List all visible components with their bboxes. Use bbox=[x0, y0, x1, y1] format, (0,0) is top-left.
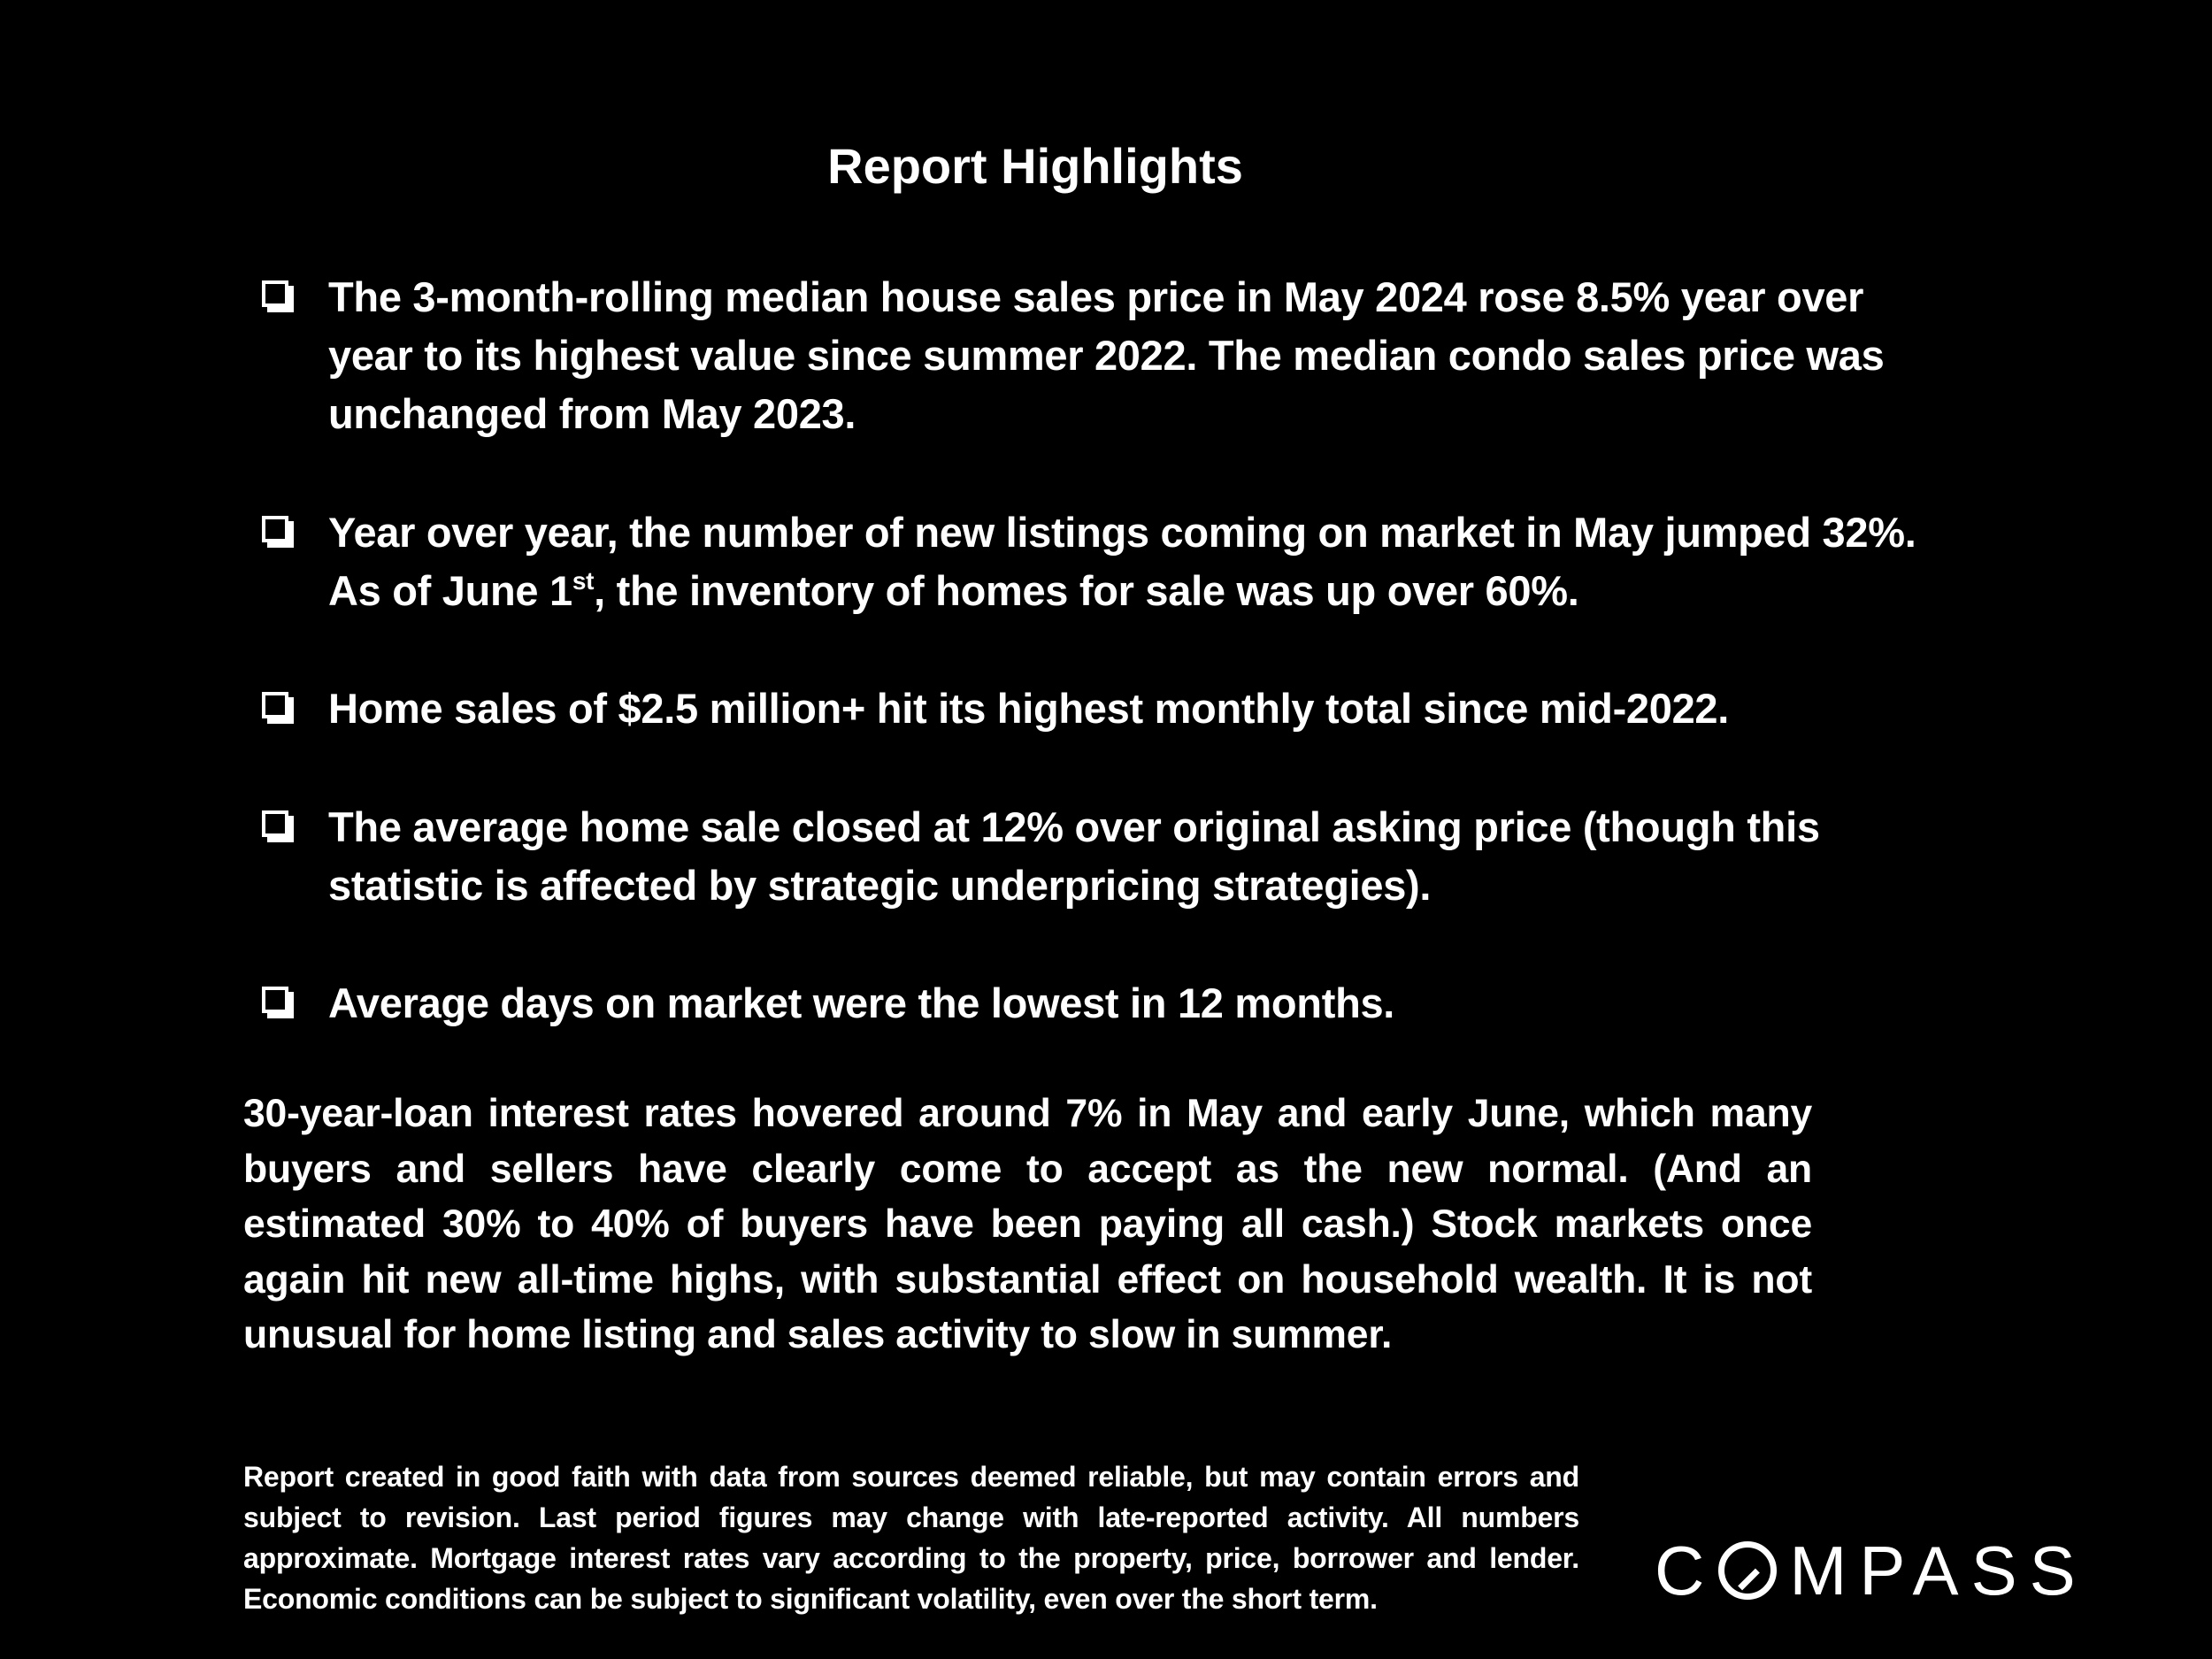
superscript-ordinal: st bbox=[572, 567, 595, 595]
checkbox-icon bbox=[262, 810, 288, 837]
summary-paragraph: 30-year-loan interest rates hovered around 7% in May and early June, which many buyers and sellers have clearly come to accept as the new normal. (And an estimated 30% to 40% of buyers have been paying all cash.) Stock markets once again hit new all-time highs, with substantial effect on household wealth. It is not unusual for home listing and sales activity to slow in summer. bbox=[243, 1092, 1812, 1356]
highlight-text: Home sales of $2.5 million+ hit its highest monthly total since mid-2022. bbox=[328, 685, 1730, 732]
highlight-text: The average home sale closed at 12% over original asking price (though this statistic is affected by strategic underpricing strategies). bbox=[328, 803, 1820, 909]
logo-letters-mpass: MPASS bbox=[1789, 1532, 2088, 1609]
page-title: Report Highlights bbox=[827, 138, 1243, 194]
disclaimer-text: Report created in good faith with data from sources deemed reliable, but may contain errors and subject to revision. Last period figures may change with late-reported activity. All numbers approximate. Mortgage interest rates vary according to the property, price, borrower and lender. Economic conditions can be subject to significant volatility, even over the short term. bbox=[243, 1461, 1579, 1615]
compass-logo bbox=[1655, 1532, 2088, 1609]
highlight-text: The 3-month-rolling median house sales price in May 2024 rose 8.5% year over year to its highest value since summer 2022. The median condo sales price was unchanged from May 2023. bbox=[328, 273, 1885, 437]
highlight-text: Average days on market were the lowest in 12 months. bbox=[328, 979, 1395, 1026]
checkbox-icon bbox=[262, 987, 288, 1013]
compass-o-icon bbox=[1718, 1541, 1777, 1600]
highlight-text bbox=[328, 503, 1925, 620]
checkbox-icon bbox=[262, 516, 288, 542]
checkbox-icon bbox=[262, 280, 288, 307]
logo-letter-c: C bbox=[1655, 1532, 1717, 1609]
highlight-text-part: , the inventory of homes for sale was up over 60%. bbox=[594, 567, 1579, 614]
checkbox-icon bbox=[262, 692, 288, 718]
highlight-text-part: Year over year, the number of new listings coming on market in May jumped 32%. As of June 1 bbox=[328, 509, 1916, 614]
